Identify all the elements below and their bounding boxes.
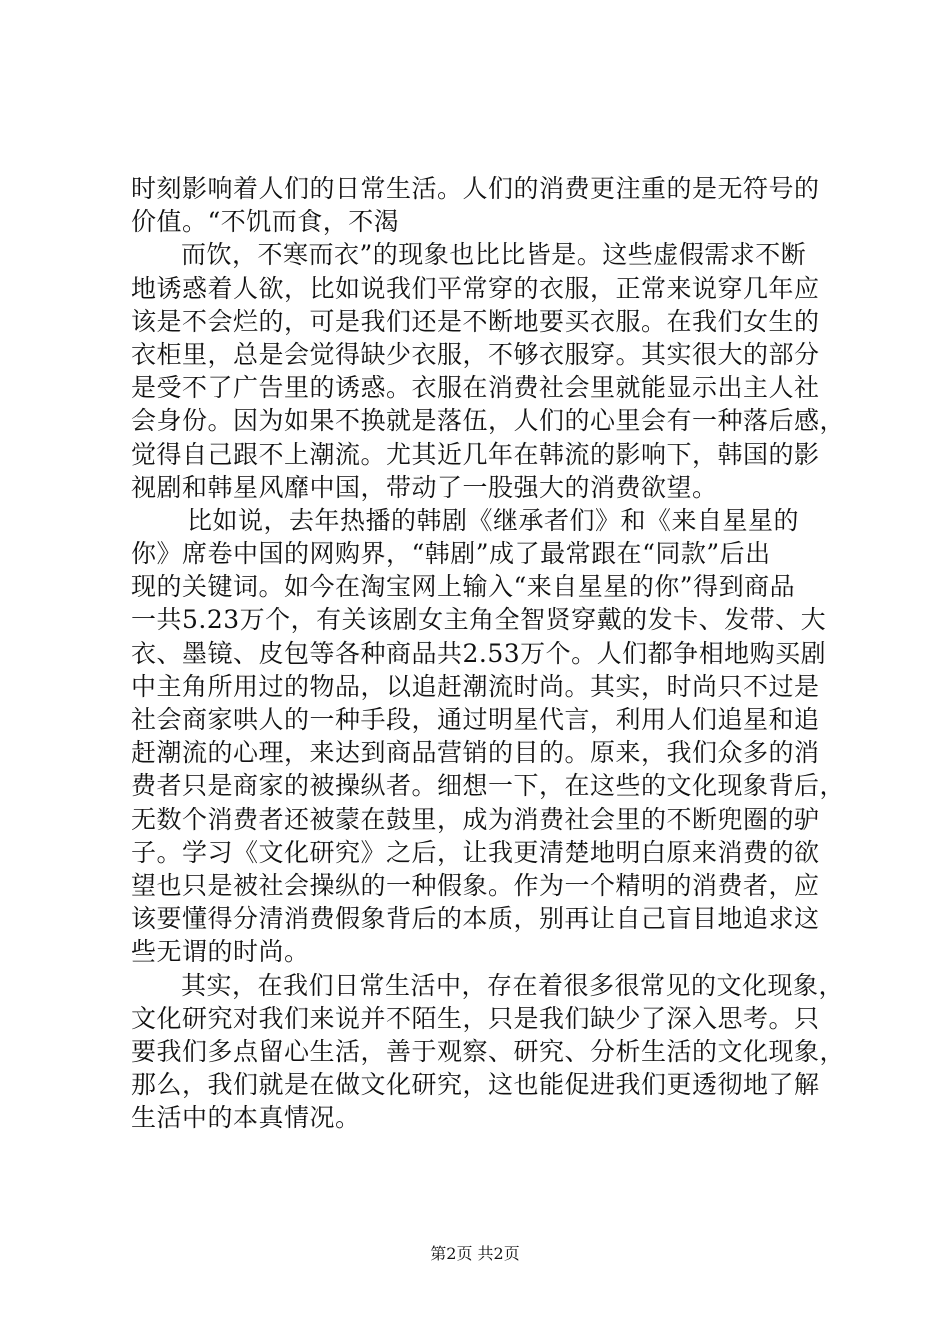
text-line: 而饮，不寒而衣”的现象也比比皆是。这些虚假需求不断 <box>181 240 807 270</box>
text-line: 些无谓的时尚。 <box>131 937 310 967</box>
text-line: 一共5.23万个，有关该剧女主角全智贤穿戴的发卡、发带、大 <box>131 605 827 635</box>
text-line: 其实，在我们日常生活中，存在着很多很常见的文化现象， <box>181 970 845 1000</box>
text-line: 文化研究对我们来说并不陌生，只是我们缺少了深入思考。只 <box>131 1003 820 1033</box>
text-line: 价值。“不饥而食，不渴 <box>131 207 400 237</box>
text-line: 费者只是商家的被操纵者。细想一下，在这些的文化现象背后， <box>131 771 846 801</box>
text-line: 你》席卷中国的网购界，“韩剧”成了最常跟在“同款”后出 <box>131 539 771 569</box>
body-text <box>131 172 846 1134</box>
text-line: 子。学习《文化研究》之后，让我更清楚地明白原来消费的欲 <box>131 837 820 867</box>
page-footer: 第2页 共2页 <box>430 1244 520 1263</box>
text-line: 生活中的本真情况。 <box>131 1103 361 1133</box>
text-line: 现的关键词。如今在淘宝网上输入“来自星星的你”得到商品 <box>131 572 796 602</box>
text-line: 视剧和韩星风靡中国，带动了一股强大的消费欲望。 <box>131 472 718 502</box>
text-line: 无数个消费者还被蒙在鼓里，成为消费社会里的不断兜圈的驴 <box>131 804 820 834</box>
text-line: 赶潮流的心理，来达到商品营销的目的。原来，我们众多的消 <box>131 738 820 768</box>
text-line: 要我们多点留心生活，善于观察、研究、分析生活的文化现象， <box>131 1036 846 1066</box>
text-line: 那么，我们就是在做文化研究，这也能促进我们更透彻地了解 <box>131 1070 820 1100</box>
text-line: 衣柜里，总是会觉得缺少衣服，不够衣服穿。其实很大的部分 <box>131 339 820 369</box>
text-line: 望也只是被社会操纵的一种假象。作为一个精明的消费者，应 <box>131 870 820 900</box>
text-line: 该要懂得分清消费假象背后的本质，别再让自己盲目地追求这 <box>131 904 820 934</box>
text-line: 地诱惑着人欲，比如说我们平常穿的衣服，正常来说穿几年应 <box>131 273 820 303</box>
text-line: 衣、墨镜、皮包等各种商品共2.53万个。人们都争相地购买剧 <box>131 638 827 668</box>
text-line: 是受不了广告里的诱惑。衣服在消费社会里就能显示出主人社 <box>131 373 820 403</box>
text-line: 比如说，去年热播的韩剧《继承者们》和《来自星星的 <box>187 505 800 535</box>
text-line: 会身份。因为如果不换就是落伍，人们的心里会有一种落后感， <box>131 406 846 436</box>
text-line: 中主角所用过的物品，以追赶潮流时尚。其实，时尚只不过是 <box>131 671 820 701</box>
text-line: 社会商家哄人的一种手段，通过明星代言，利用人们追星和追 <box>131 705 820 734</box>
text-line: 该是不会烂的，可是我们还是不断地要买衣服。在我们女生的 <box>131 306 820 336</box>
text-line: 觉得自己跟不上潮流。尤其近几年在韩流的影响下，韩国的影 <box>131 439 820 469</box>
text-line: 时刻影响着人们的日常生活。人们的消费更注重的是无符号的 <box>131 174 820 203</box>
